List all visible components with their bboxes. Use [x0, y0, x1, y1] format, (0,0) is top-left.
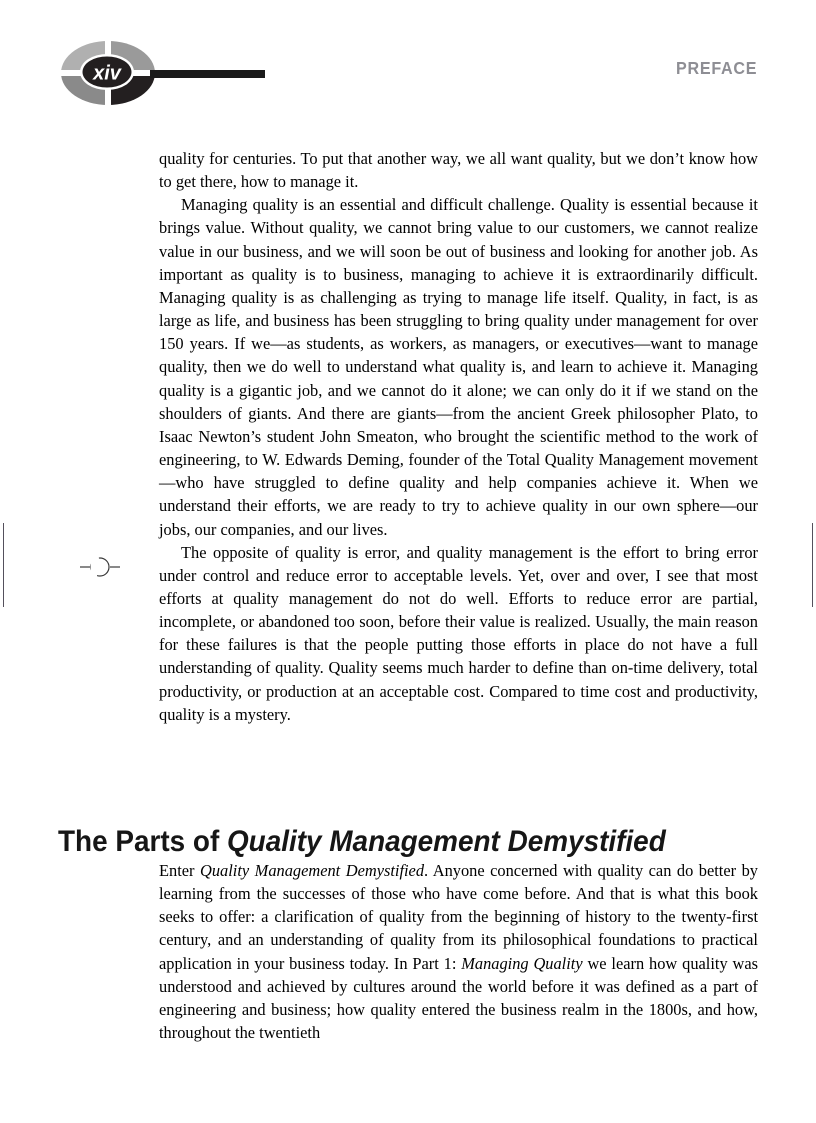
- italic-run: Quality Management Demystified: [200, 861, 425, 880]
- registration-mark: [80, 552, 120, 582]
- paragraph: [159, 541, 758, 726]
- text-run: . Anyone concerned with quality can do better by learning from the successes of those who have come before. And that is what this book seeks to offer: a clarification of quality from the beginning of history to the twenty-first century, and an understanding of quality from its philosophical foundations to practical application in your business today. In Part 1:: [159, 861, 758, 973]
- header-rule: [150, 70, 265, 78]
- text-run: Enter: [159, 861, 200, 880]
- page-header: [0, 0, 816, 120]
- text-run: Managing quality is an essential and difficult challenge. Quality is essential because it brings value. Without quality, we cannot bring value to our customers, we cannot realize value in our business, and we will soon be out of business and looking for another job. As important as quality is to business, managing to achieve it is extraordinarily difficult. Managing quality is as challenging as trying to manage life itself. Quality, in fact, is as large as life, and business has been struggling to bring quality under management for over 150 years. If we—as students, as workers, as managers, or executives—want to manage quality, then we do well to understand what quality is, and learn to achieve it. Managing quality is a gigantic job, and we cannot do it alone; we can only do it if we stand on the shoulders of giants. And there are giants—from the ancient Greek philosopher Plato, to Isaac Newton’s student John Smeaton, who brought the scientific method to the work of engineering, to W. Edwards Deming, founder of the Total Quality Management movement—who have struggled to define quality and help companies achieve it. When we understand their efforts, we are ready to try to achieve quality in our own sphere—our jobs, our companies, and our lives.: [159, 195, 758, 539]
- italic-run: Managing Quality: [461, 953, 583, 973]
- paragraph: [159, 859, 758, 1044]
- trim-mark-left: [3, 523, 4, 607]
- text-run: The opposite of quality is error, and quality management is the effort to bring error under control and reduce error to acceptable levels. Yet, over and over, I see that most efforts at quality management do not do well. Efforts to reduce error are partial, incomplete, or abandoned too soon, before their value is realized. Usually, the main reason for these failures is that the people putting those efforts in place do not have a full understanding of quality. Quality seems much harder to define than on-time delivery, total productivity, or production at an acceptable cost. Compared to time cost and productivity, quality is a mystery.: [159, 542, 758, 724]
- paragraph: [159, 147, 758, 193]
- body-text-lower: [159, 859, 758, 1044]
- body-text-upper: [159, 147, 758, 726]
- running-head: PREFACE: [675, 58, 757, 78]
- folio-number: xiv: [93, 62, 121, 85]
- folio-logo: [60, 40, 156, 106]
- section-heading: [58, 825, 709, 859]
- section-heading-prefix: The Parts of: [58, 824, 227, 858]
- paragraph: [159, 193, 758, 540]
- text-run: we learn how quality was understood and achieved by cultures around the world before it was defined as a part of engineering and business; how quality entered the business realm in the 1800s, and how, throughout the twentieth: [159, 953, 758, 1043]
- section-heading-book-title: Quality Management Demystified: [226, 824, 666, 858]
- text-run: quality for centuries. To put that another way, we all want quality, but we don’t know how to get there, how to manage it.: [159, 149, 758, 192]
- trim-mark-right: [812, 523, 813, 607]
